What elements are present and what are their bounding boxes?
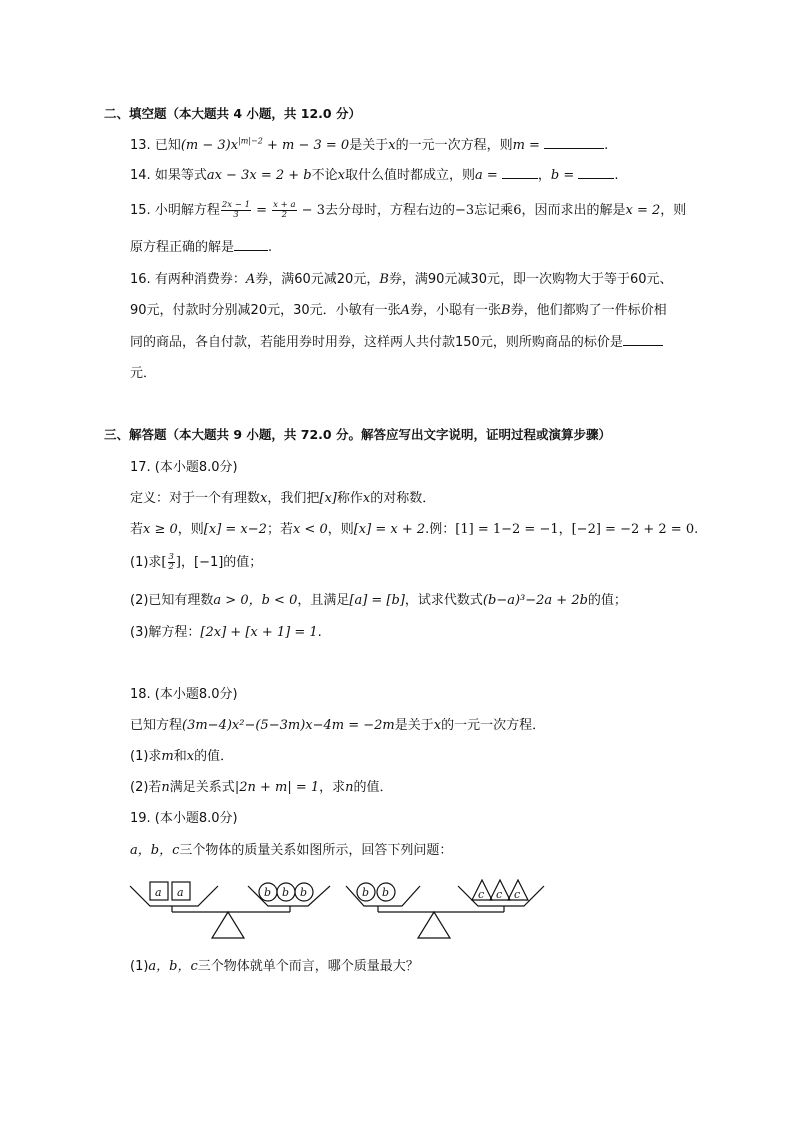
fraction: $\frac{x + a}{2}$ (273, 200, 296, 220)
question-17-part1: (1)求[ $\frac{3}{2}$ ]，[−1]的值； (130, 552, 263, 572)
question-number: 13. (130, 138, 151, 153)
answer-blank-b[interactable] (578, 166, 614, 179)
question-17-rule: 若x ≥ 0，则[x] = x−2；若x < 0，则[x] = x + 2.例：[1] = 1−2 = −1，[−2] = −2 + 2 = 0. (130, 522, 699, 537)
question-number: 16. (130, 272, 151, 287)
question-16-line2: 90元，付款时分别减20元，30元．小敏有一张A券，小聪有一张B券，他们都购了一件标价相 (130, 303, 667, 318)
answer-blank[interactable] (623, 333, 663, 346)
question-15-line2: 原方程正确的解是 . (130, 240, 273, 255)
question-16-line3: 同的商品，各自付款，若能用券时用券，这样两人共付款150元，则所购商品的标价是 (130, 333, 663, 353)
left-pan-left (130, 886, 218, 906)
question-18-part2: (2)若n满足关系式|2n + m| = 1，求n的值． (130, 780, 393, 795)
fraction: $\frac{3}{2}$ (168, 552, 174, 572)
triangle-label: c (478, 888, 485, 901)
question-18-header: 18. (本小题8.0分) (130, 687, 238, 702)
section-3-title: 三、解答题（本大题共 9 小题，共 72.0 分。解答应写出文字说明，证明过程或演算步骤） (104, 427, 611, 442)
circle-label: b (264, 886, 272, 899)
balance-scales-figure (128, 872, 548, 942)
circle-label: b (362, 886, 370, 899)
fulcrum (418, 912, 450, 938)
answer-blank[interactable] (544, 136, 604, 149)
question-17-part2: (2)已知有理数a > 0，b < 0，且满足[a] = [b]，试求代数式(b−a)³−2a + 2b的值； (130, 593, 627, 608)
box-label: a (155, 886, 162, 899)
question-14: 14. 如果等式ax − 3x = 2 + b不论x取什么值时都成立，则a = ，b = . (130, 168, 619, 183)
question-17-definition: 定义：对于一个有理数x，我们把[x]称作x的对称数． (130, 491, 436, 506)
question-16: 16. 有两种消费券：A券，满60元减20元，B券，满90元减30元，即一次购物大于等于60元、 (130, 272, 673, 287)
question-13: 13. 已知$(m - 3)x^{|m|-2} + m - 3 = 0$是关于x的一元一次方程，则m = . (130, 136, 609, 153)
question-19-part1: (1)a，b，c三个物体就单个而言，哪个质量最大？ (130, 959, 419, 974)
box-label: a (177, 886, 184, 899)
circle-label: b (300, 886, 308, 899)
triangle-label: c (514, 888, 521, 901)
triangle-label: c (496, 888, 503, 901)
fulcrum (212, 912, 244, 938)
question-15: 15. 小明解方程 $\frac{2x - 1}{3}$ = $\frac{x + a}{2}$ − 3去分母时，方程右边的−3忘记乘6，因而求出的解是x = 2，则 (130, 200, 687, 220)
question-19-statement: a，b，c三个物体的质量关系如图所示，回答下列问题： (130, 843, 453, 858)
question-16-line4: 元． (130, 366, 157, 381)
circle-label: b (382, 886, 390, 899)
circle-label: b (282, 886, 290, 899)
question-18-statement: 已知方程(3m−4)x²−(5−3m)x−4m = −2m是关于x的一元一次方程． (130, 718, 546, 733)
section-2-title: 二、填空题（本大题共 4 小题，共 12.0 分） (104, 106, 361, 121)
fraction: $\frac{2x - 1}{3}$ (221, 200, 250, 220)
question-17-part3: (3)解方程：[2x] + [x + 1] = 1. (130, 625, 322, 640)
question-number: 14. (130, 168, 151, 183)
question-number: 15. (130, 203, 151, 218)
question-18-part1: (1)求m和x的值． (130, 749, 234, 764)
question-17-header: 17. (本小题8.0分) (130, 460, 238, 475)
answer-blank[interactable] (234, 238, 268, 251)
question-19-header: 19. (本小题8.0分) (130, 811, 238, 826)
answer-blank-a[interactable] (502, 166, 538, 179)
